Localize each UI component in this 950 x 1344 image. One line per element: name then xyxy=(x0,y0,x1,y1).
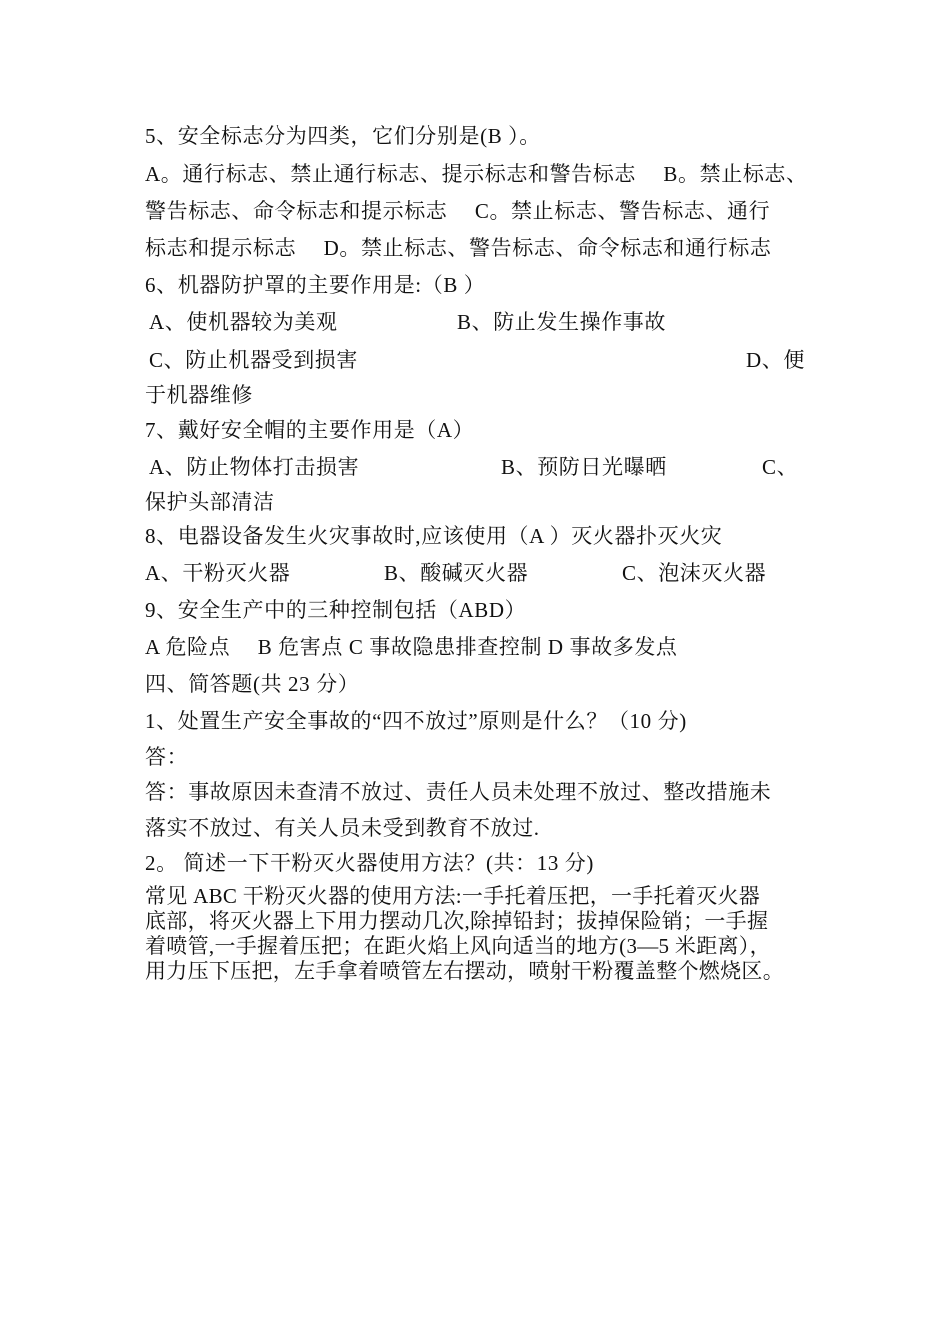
q8-option-c: C、泡沫灭火器 xyxy=(622,561,767,585)
short-answer-q1-answer-label: 答： xyxy=(145,745,189,769)
q8-option-a: A、干粉灭火器 xyxy=(145,561,291,585)
q5-options-line-1: A。通行标志、禁止通行标志、提示标志和警告标志 B。禁止标志、 xyxy=(145,162,808,186)
short-answer-q2-answer-line-1: 常见 ABC 干粉灭火器的使用方法:一手托着压把，一手托着灭火器 xyxy=(145,884,761,908)
q8-option-b: B、酸碱灭火器 xyxy=(384,561,529,585)
q7-option-a: A、防止物体打击损害 xyxy=(149,455,360,479)
q5-options-line-3: 标志和提示标志 D。禁止标志、警告标志、命令标志和通行标志 xyxy=(145,236,772,260)
short-answer-q2-answer xyxy=(145,884,810,984)
short-answer-q1-answer-line-2: 落实不放过、有关人员未受到教育不放过. xyxy=(145,816,540,840)
q6-option-d-end: 于机器维修 xyxy=(145,383,253,407)
q5-question: 5、安全标志分为四类，它们分别是(B ）。 xyxy=(145,124,541,148)
short-answer-q2-answer-line-4: 用力压下压把，左手拿着喷管左右摆动，喷射干粉覆盖整个燃烧区。 xyxy=(145,959,784,983)
short-answer-q1-answer-line-1: 答：事故原因未查清不放过、责任人员未处理不放过、整改措施未 xyxy=(145,780,772,804)
q7-option-b: B、预防日光曝晒 xyxy=(501,455,667,479)
short-answer-q1: 1、处置生产安全事故的“四不放过”原则是什么？（10 分) xyxy=(145,709,687,733)
q5-options-line-2: 警告标志、命令标志和提示标志 C。禁止标志、警告标志、通行 xyxy=(145,199,771,223)
q8-question: 8、电器设备发生火灾事故时,应该使用（A ）灭火器扑灭火灾 xyxy=(145,524,723,548)
q6-option-a: A、使机器较为美观 xyxy=(149,310,338,334)
q6-option-d-start: D、便 xyxy=(746,348,805,372)
q6-option-b: B、防止发生操作事故 xyxy=(457,310,667,334)
q9-question: 9、安全生产中的三种控制包括（ABD） xyxy=(145,598,527,622)
q7-question: 7、戴好安全帽的主要作用是（A） xyxy=(145,418,475,442)
q7-option-c-start: C、 xyxy=(762,455,799,479)
short-answer-q2: 2。 简述一下干粉灭火器使用方法？(共：13 分) xyxy=(145,851,594,875)
q6-option-c: C、防止机器受到损害 xyxy=(149,348,359,372)
short-answer-q2-answer-line-2: 底部，将灭火器上下用力摆动几次,除掉铅封；拔掉保险销；一手握 xyxy=(145,909,769,933)
q7-option-c-end: 保护头部清洁 xyxy=(145,490,275,514)
q9-options: A 危险点 B 危害点 C 事故隐患排查控制 D 事故多发点 xyxy=(145,635,678,659)
short-answer-q2-answer-line-3: 着喷管,一手握着压把；在距火焰上风向适当的地方(3—5 米距离）， xyxy=(145,934,771,958)
section-4-heading: 四、简答题(共 23 分） xyxy=(145,672,360,696)
q6-question: 6、机器防护罩的主要作用是:（B ） xyxy=(145,273,486,297)
